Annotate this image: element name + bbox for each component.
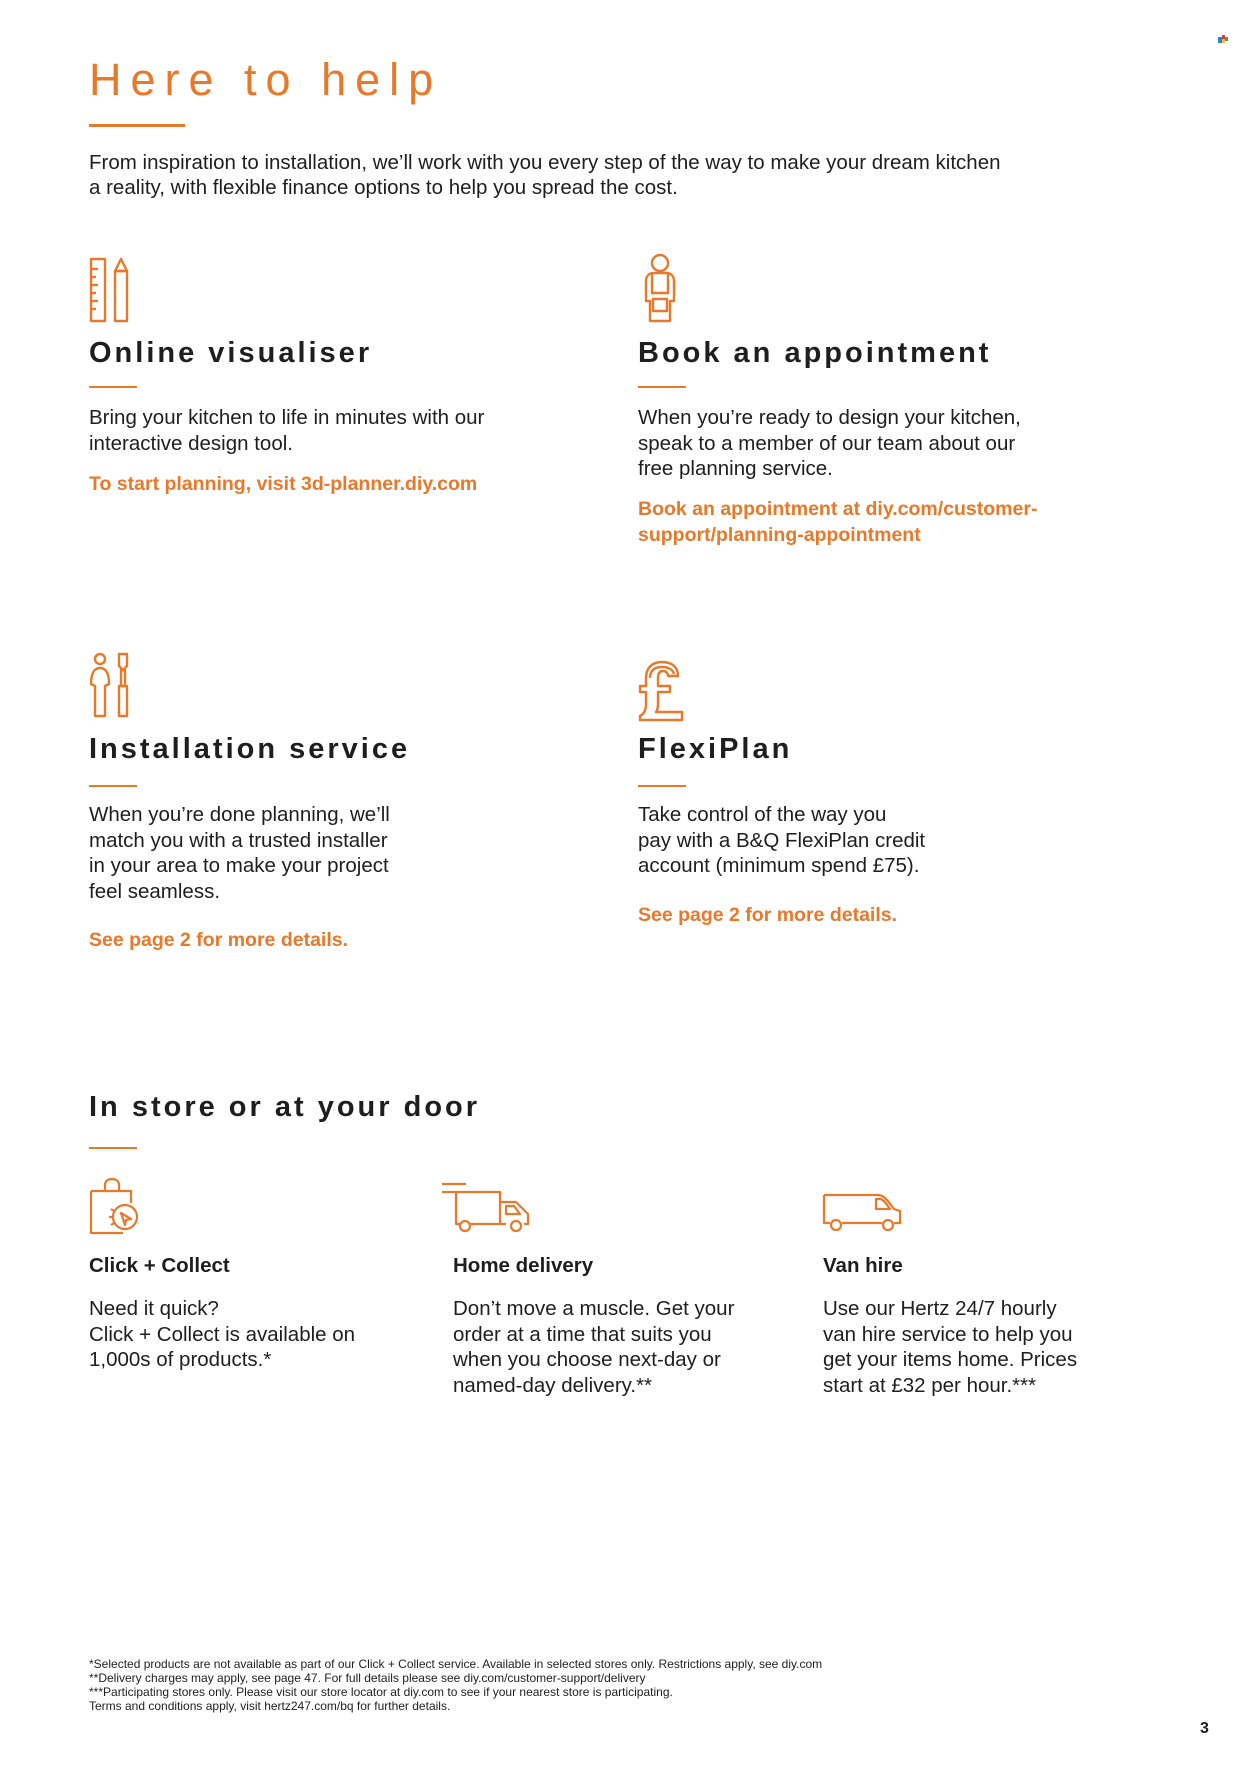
text-line: pay with a B&Q FlexiPlan credit <box>638 828 926 852</box>
text-line: When you’re ready to design your kitchen, <box>638 406 1021 429</box>
corner-colour-mark <box>1218 35 1228 43</box>
person-apron-icon <box>638 253 682 323</box>
text-line: order at a time that suits you <box>453 1322 712 1346</box>
footnote: Terms and conditions apply, visit hertz247.com/bq for further details. <box>89 1699 451 1713</box>
delivery-truck-icon <box>440 1182 532 1234</box>
flexiplan-underline <box>638 785 686 787</box>
installation-description <box>89 802 549 904</box>
click-collect-description <box>89 1296 419 1373</box>
footnote: ***Participating stores only. Please visit our store locator at diy.com to see if your nearest store is participating. <box>89 1685 673 1699</box>
text-line: Take control of the way you <box>638 803 887 826</box>
shopping-bag-icon <box>89 1177 139 1235</box>
delivery-section-heading: In store or at your door <box>89 1091 481 1123</box>
click-collect-heading: Click + Collect <box>89 1254 230 1277</box>
installation-link[interactable] <box>89 928 549 954</box>
installer-tool-icon <box>89 652 133 718</box>
home-delivery-heading: Home delivery <box>453 1254 594 1277</box>
appointment-description <box>638 405 1098 482</box>
intro-paragraph <box>89 150 1049 200</box>
footnotes <box>89 1657 989 1713</box>
text-line: Click + Collect is available on <box>89 1322 356 1346</box>
van-icon <box>822 1193 902 1233</box>
van-hire-heading: Van hire <box>823 1254 903 1277</box>
text-line: speak to a member of our team about our <box>638 431 1016 455</box>
link-line[interactable]: To start planning, visit 3d-planner.diy.com <box>89 473 478 495</box>
visualiser-link[interactable] <box>89 472 549 498</box>
link-line[interactable]: See page 2 for more details. <box>89 929 349 951</box>
text-line: Use our Hertz 24/7 hourly <box>823 1297 1057 1320</box>
footnote: *Selected products are not available as part of our Click + Collect service. Available in selected stores only. Restrictions apply, see diy.com <box>89 1657 823 1671</box>
text-line: Bring your kitchen to life in minutes with our <box>89 406 485 429</box>
text-line: 1,000s of products.* <box>89 1348 272 1371</box>
delivery-section-underline <box>89 1147 137 1149</box>
intro-line: a reality, with flexible finance options to help you spread the cost. <box>89 176 678 199</box>
text-line: in your area to make your project <box>89 854 389 877</box>
title-underline <box>89 124 185 127</box>
flexiplan-heading: FlexiPlan <box>638 733 793 765</box>
text-line: When you’re done planning, we’ll <box>89 803 390 826</box>
text-line: account (minimum spend £75). <box>638 854 920 877</box>
text-line: get your items home. Prices <box>823 1348 1078 1371</box>
footnote: **Delivery charges may apply, see page 47. For full details please see diy.com/customer-support/delivery <box>89 1671 646 1685</box>
link-line[interactable]: Book an appointment at diy.com/customer- <box>638 498 1038 520</box>
text-line: van hire service to help you <box>823 1322 1073 1346</box>
visualiser-description <box>89 405 549 456</box>
text-line: feel seamless. <box>89 879 221 903</box>
text-line: free planning service. <box>638 457 833 480</box>
appointment-link[interactable] <box>638 497 1098 548</box>
text-line: match you with a trusted installer <box>89 828 388 852</box>
visualiser-heading: Online visualiser <box>89 337 373 369</box>
appointment-underline <box>638 386 686 388</box>
appointment-heading: Book an appointment <box>638 337 992 369</box>
link-line[interactable]: support/planning-appointment <box>638 523 921 546</box>
intro-line: From inspiration to installation, we’ll work with you every step of the way to make your dream kitchen <box>89 151 1001 174</box>
installation-heading: Installation service <box>89 733 411 765</box>
pound-sign-icon <box>638 660 684 722</box>
van-hire-description <box>823 1296 1163 1398</box>
installation-underline <box>89 785 137 787</box>
text-line: when you choose next-day or <box>453 1348 721 1371</box>
home-delivery-description <box>453 1296 793 1398</box>
text-line: Don’t move a muscle. Get your <box>453 1297 735 1320</box>
page-title: Here to help <box>89 54 443 105</box>
visualiser-underline <box>89 386 137 388</box>
link-line[interactable]: See page 2 for more details. <box>638 904 898 926</box>
text-line: interactive design tool. <box>89 431 293 455</box>
text-line: start at £32 per hour.*** <box>823 1373 1037 1397</box>
page-number: 3 <box>1200 1720 1209 1737</box>
flexiplan-description <box>638 802 1098 879</box>
text-line: named-day delivery.** <box>453 1373 653 1397</box>
ruler-pencil-icon <box>89 257 133 323</box>
text-line: Need it quick? <box>89 1297 219 1320</box>
flexiplan-link[interactable] <box>638 903 1098 929</box>
